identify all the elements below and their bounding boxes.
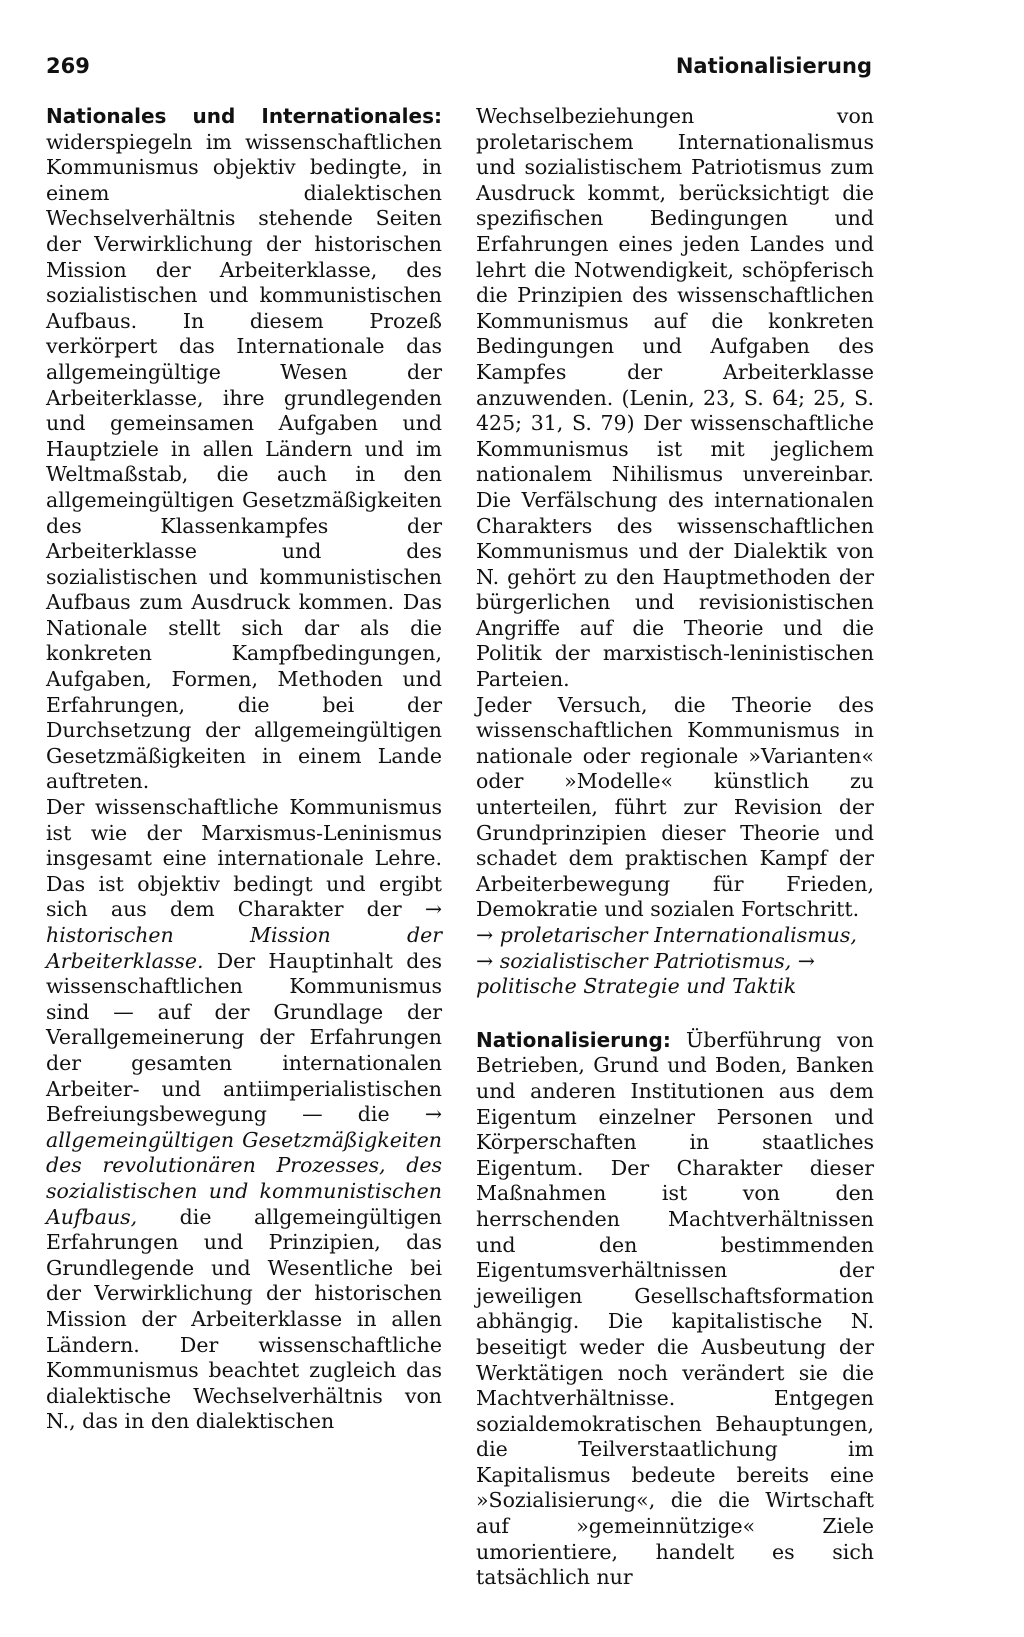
cross-reference-internationalismus[interactable]: proletarischer Internationalismus,	[493, 923, 857, 947]
entry-nationales-p2c: die allgemeingültigen Erfahrungen und Prinzipien, das Grundlegende und Wesentliche bei der Verwirklichung der historischen Mission der Arbeiterklasse in allen Ländern. Der wissenschaftliche Kommunismus beachtet zugleich das dialektische Wechselverhältnis von N., das in den dialektischen	[46, 1204, 442, 1434]
cross-reference-patriotismus[interactable]: sozialistischer Patriotismus,	[493, 948, 792, 973]
headword-nationalisierung: Nationalisierung:	[476, 1027, 671, 1052]
cross-reference-arrow-icon: →	[476, 948, 494, 973]
left-column	[46, 104, 442, 1435]
entry-nationales-p2a: Der wissenschaftliche Kommunismus ist wie der Marxismus-Leninismus insgesamt eine internationale Lehre. Das ist objektiv bedingt und ergibt sich aus dem Charakter der	[46, 795, 442, 922]
cross-reference-line-2	[476, 949, 874, 975]
cross-reference-strategie[interactable]: politische Strategie und Taktik	[476, 974, 797, 999]
cross-reference-arrow-icon: →	[424, 897, 442, 922]
entry-nationales-p2-start	[46, 795, 442, 1435]
running-head: Nationalisierung	[675, 54, 872, 78]
cross-reference-arrow-icon: →	[424, 1102, 442, 1127]
cross-reference-line-3	[476, 974, 874, 1000]
entry-nationalisierung	[476, 1028, 874, 1591]
cross-reference-historische-mission[interactable]: historischen Mission der Arbeiterklasse.	[46, 923, 442, 973]
cross-reference-line-1	[476, 923, 874, 949]
headword-nationales: Nationales und Internationales:	[46, 104, 442, 128]
page-header	[46, 54, 872, 90]
entry-nationales-p1: widerspiegeln im wissenschaftlichen Kommunismus objektiv bedingte, in einem dialektischen Wechselverhältnis stehende Seiten der Verwirklichung der historischen Mission der Arbeiterklasse, des sozialistischen und kommunistischen Aufbaus. In diesem Prozeß verkörpert das Internationale das allgemeingültige Wesen der Arbeiterklasse, ihre grundlegenden und gemeinsamen Aufgaben und Hauptziele in allen Ländern und im Weltmaßstab, die auch in den allgemeingültigen Gesetzmäßigkeiten des Klassenkampfes der Arbeiterklasse und des sozialistischen und kommunistischen Aufbaus zum Ausdruck kommen. Das Nationale stellt sich dar als die konkreten Kampfbedingungen, Aufgaben, Formen, Methoden und Erfahrungen, die bei der Durchsetzung der allgemeingültigen Gesetzmäßigkeiten in einem Lande auftreten.	[46, 129, 442, 794]
cross-reference-arrow-icon: →	[797, 948, 815, 973]
cross-reference-gesetzmaessigkeiten[interactable]: allgemeingültigen Gesetzmäßigkeiten des revolutionären Prozesses, des sozialistischen und kommunistischen Aufbaus,	[46, 1127, 442, 1229]
right-column	[476, 104, 874, 1591]
entry-separator	[476, 1000, 874, 1028]
entry-nationales-p3: Jeder Versuch, die Theorie des wissenschaftlichen Kommunismus in nationale oder regionale »Varianten« oder »Modelle« künstlich zu unterteilen, führt zur Revision der Grundprinzipien dieser Theorie und schadet dem praktischen Kampf der Arbeiterbewegung für Frieden, Demokratie und sozialen Fortschritt.	[476, 692, 874, 922]
entry-nationales-p2b: Der Hauptinhalt des wissenschaftlichen Kommunismus sind — auf der Grundlage der Verallgemeinerung der Erfahrungen der gesamten internationalen Arbeiter- und antiimperialistischen Befreiungsbewegung — die	[46, 948, 442, 1127]
entry-nationalisierung-text: Überführung von Betrieben, Grund und Boden, Banken und anderen Institutionen aus dem Eigentum einzelner Personen und Körperschaften in staatliches Eigentum. Der Charakter dieser Maßnahmen ist von den herrschenden Machtverhältnissen und den bestimmenden Eigentumsverhältnissen der jeweiligen Gesellschaftsformation abhängig. Die kapitalistische N. beseitigt weder die Ausbeutung der Werktätigen noch verändert sie die Machtverhältnisse. Entgegen sozialdemokratischen Behauptungen, die Teilverstaatlichung im Kapitalismus bedeute bereits eine »Sozialisierung«, die die Wirtschaft auf »gemeinnützige« Ziele umorientiere, handelt es sich tatsächlich nur	[476, 1027, 874, 1590]
entry-nationales-intro	[46, 104, 442, 795]
cross-reference-arrow-icon: →	[476, 923, 494, 947]
entry-nationales-p2c-continued: Wechselbeziehungen von proletarischem Internationalismus und sozialistischem Patriotismus zum Ausdruck kommt, berücksichtigt die spezifischen Bedingungen und Erfahrungen eines jeden Landes und lehrt die Notwendigkeit, schöpferisch die Prinzipien des wissenschaftlichen Kommunismus auf die konkreten Bedingungen und Aufgaben des Kampfes der Arbeiterklasse anzuwenden. (Lenin, 23, S. 64; 25, S. 425; 31, S. 79) Der wissenschaftliche Kommunismus ist mit jeglichem nationalem Nihilismus unvereinbar. Die Verfälschung des internationalen Charakters des wissenschaftlichen Kommunismus und der Dialektik von N. gehört zu den Hauptmethoden der bürgerlichen und revisionistischen Angriffe auf die Theorie und die Politik der marxistisch-leninistischen Parteien.	[476, 104, 874, 692]
page-number: 269	[46, 54, 90, 78]
entry-nationales-p2-continued	[476, 104, 874, 693]
